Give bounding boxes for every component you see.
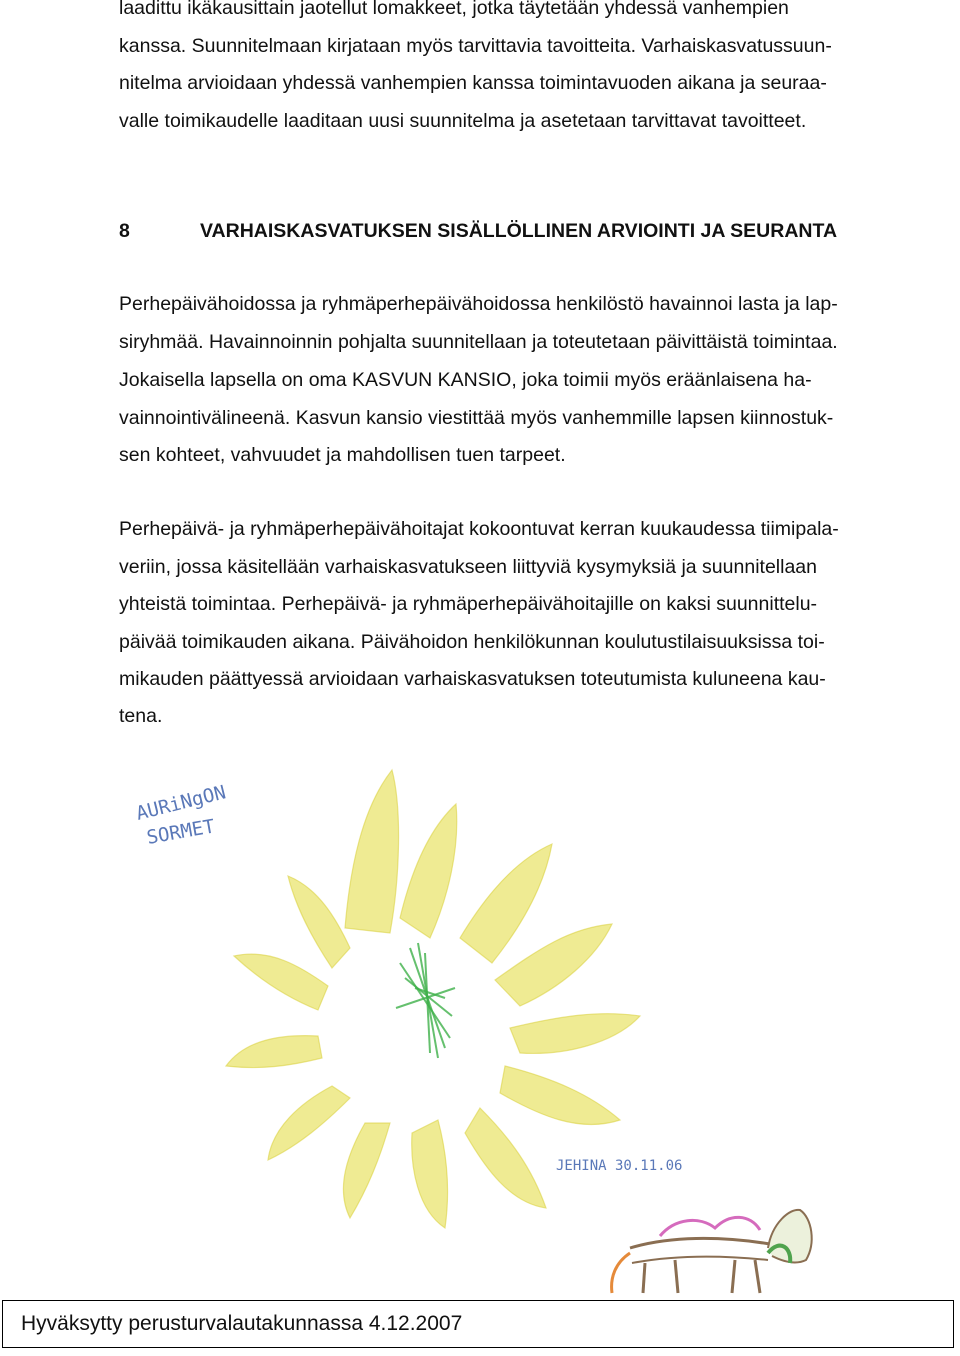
animal-back bbox=[630, 1238, 770, 1248]
text-line: kanssa. Suunnitelmaan kirjataan myös tarvittavia tavoitteita. Varhaiskasvatussuun- bbox=[119, 35, 832, 57]
text-line: vainnointivälineenä. Kasvun kansio viestittää myös vanhemmille lapsen kiinnostuk- bbox=[119, 407, 834, 429]
sun-ray bbox=[400, 804, 457, 938]
text-line: sen kohteet, vahvuudet ja mahdollisen tuen tarpeet. bbox=[119, 444, 566, 466]
text-line: tena. bbox=[119, 705, 163, 727]
sun-ray bbox=[460, 844, 552, 963]
text-line: Perhepäivähoidossa ja ryhmäperhepäivähoidossa henkilöstö havainnoi lasta ja lap- bbox=[119, 293, 838, 315]
sun-ray bbox=[234, 954, 328, 1010]
sun-ray bbox=[500, 1066, 620, 1125]
text-line: päivää toimikauden aikana. Päivähoidon henkilökunnan koulutustilaisuuksissa toi- bbox=[119, 631, 825, 653]
crayon-stroke bbox=[400, 963, 450, 1038]
drawing-signature: JEHINA 30.11.06 bbox=[556, 1158, 683, 1174]
animal-leg bbox=[755, 1260, 760, 1293]
sun-ray bbox=[495, 924, 612, 1006]
sun-ray bbox=[510, 1014, 640, 1054]
sun-center bbox=[396, 943, 455, 1058]
sun-ray bbox=[226, 1036, 322, 1068]
section-heading bbox=[119, 219, 837, 243]
animal-belly bbox=[632, 1257, 768, 1263]
sun-ray bbox=[268, 1086, 350, 1160]
animal-leg bbox=[643, 1263, 645, 1293]
text-line: laadittu ikäkausittain jaotellut lomakkeet, jotka täytetään yhdessä vanhempien bbox=[119, 0, 789, 19]
sun-ray bbox=[345, 770, 399, 933]
sun-ray bbox=[412, 1120, 448, 1228]
text-line: valle toimikaudelle laaditaan uusi suunnitelma ja asetetaan tarvittavat tavoitteet. bbox=[119, 110, 807, 132]
section-number: 8 bbox=[119, 220, 130, 242]
text-line: mikauden päättyessä arvioidaan varhaiskasvatuksen toteutumista kuluneena kau- bbox=[119, 668, 826, 690]
text-line: nitelma arvioidaan yhdessä vanhempien kanssa toimintavuoden aikana ja seuraa- bbox=[119, 72, 827, 94]
footer-text: Hyväksytty perusturvalautakunnassa 4.12.2007 bbox=[21, 1312, 463, 1335]
footer-box bbox=[2, 1300, 954, 1348]
text-line: siryhmää. Havainnoinnin pohjalta suunnitellaan ja toteutetaan päivittäistä toimintaa. bbox=[119, 331, 838, 353]
animal-leg bbox=[732, 1260, 735, 1293]
text-line: Perhepäivä- ja ryhmäperhepäivähoitajat kokoontuvat kerran kuukaudessa tiimipala- bbox=[119, 518, 839, 540]
animal-drawing bbox=[612, 1210, 812, 1293]
sun-ray bbox=[465, 1108, 546, 1208]
animal-leg bbox=[675, 1260, 678, 1293]
section-title: VARHAISKASVATUKSEN SISÄLLÖLLINEN ARVIOINTI JA SEURANTA bbox=[200, 220, 838, 242]
drawing-title-line2: SORMET bbox=[145, 815, 217, 849]
animal-tail bbox=[612, 1253, 630, 1293]
sun-ray bbox=[288, 876, 350, 968]
text-line: veriin, jossa käsitellään varhaiskasvatukseen liittyviä kysymyksiä ja suunnitellaan bbox=[119, 556, 817, 578]
text-line: yhteistä toimintaa. Perhepäivä- ja ryhmäperhepäivähoitajille on kaksi suunnittelu- bbox=[119, 593, 818, 615]
child-drawing bbox=[100, 748, 860, 1296]
animal-mane bbox=[660, 1217, 760, 1236]
sun-ray bbox=[343, 1123, 390, 1218]
text-line: Jokaisella lapsella on oma KASVUN KANSIO, joka toimii myös eräänlaisena ha- bbox=[119, 369, 812, 391]
drawing-title-line1: AURiNgON bbox=[133, 781, 229, 825]
